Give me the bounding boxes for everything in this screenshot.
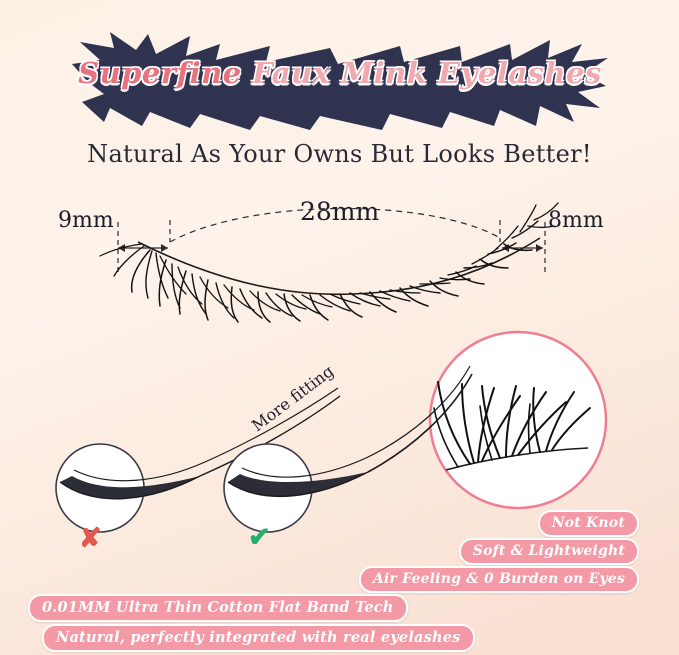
feature-pill-air-feeling: Air Feeling & 0 Burden on Eyes bbox=[359, 566, 639, 593]
measurement-center: 28mm bbox=[300, 197, 380, 226]
title-word-faux-mink: Faux Mink Eyelashes bbox=[252, 56, 602, 90]
check-icon: ✔ bbox=[248, 522, 271, 552]
feature-pill-soft-lightweight: Soft & Lightweight bbox=[459, 538, 639, 565]
feature-pill-natural-integrated: Natural, perfectly integrated with real eyelashes bbox=[42, 624, 475, 652]
title-banner bbox=[70, 30, 610, 135]
subtitle: Natural As Your Owns But Looks Better! bbox=[87, 140, 592, 168]
feature-pill-flat-band: 0.01MM Ultra Thin Cotton Flat Band Tech bbox=[28, 594, 408, 622]
cross-icon: ✘ bbox=[79, 523, 102, 553]
measurement-right: 8mm bbox=[548, 208, 604, 233]
arrow-right-b bbox=[536, 244, 543, 252]
more-fitting-label: More fitting bbox=[248, 361, 338, 436]
measurement-left: 9mm bbox=[58, 208, 114, 233]
title-word-superfine: Superfine bbox=[78, 56, 242, 90]
page-title bbox=[70, 56, 610, 90]
zoom-circle bbox=[430, 332, 606, 508]
feature-pill-not-knot: Not Knot bbox=[538, 510, 639, 537]
arrow-left-b bbox=[161, 244, 168, 252]
